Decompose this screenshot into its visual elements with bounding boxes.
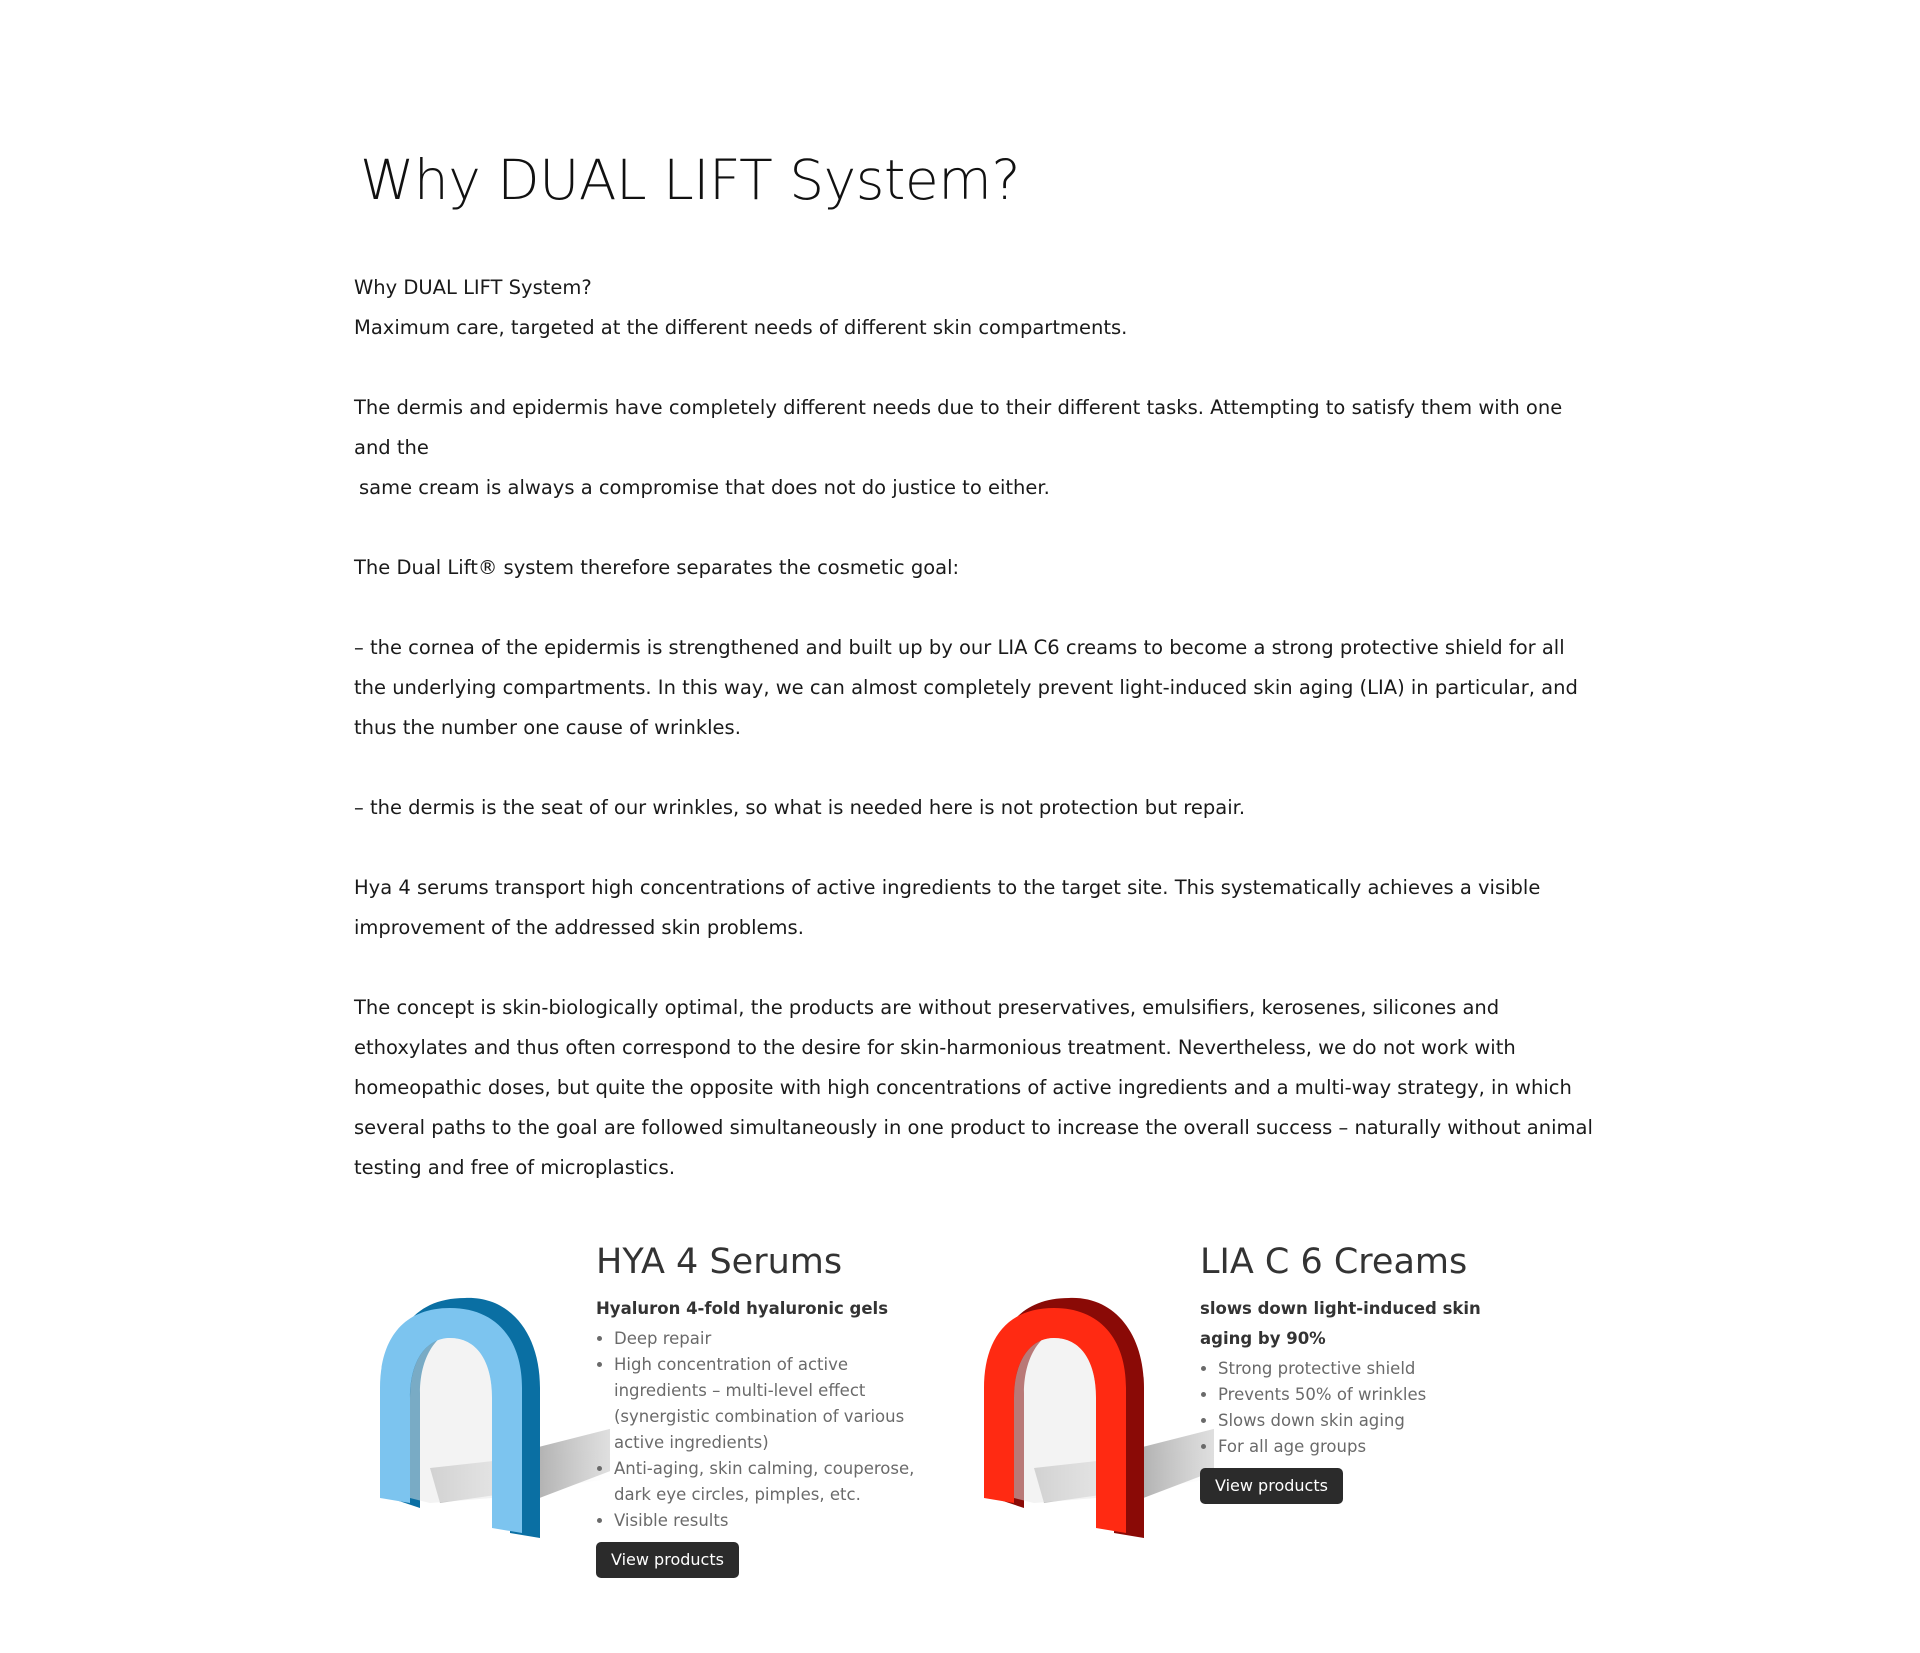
paragraph-dermis: – the dermis is the seat of our wrinkles, so what is needed here is not protection but repair. (354, 796, 1246, 819)
feature-list (1200, 1356, 1530, 1460)
product-title: HYA 4 Serums (596, 1242, 843, 1282)
product-cards (370, 1240, 1590, 1600)
paragraph-needs-line-2: same cream is always a compromise that does not do justice to either. (359, 476, 1050, 499)
paragraph-hya-serums: Hya 4 serums transport high concentrations of active ingredients to the target site. This systematically achieves a visible improvement of the addressed skin problems. (354, 876, 1541, 939)
feature-item: • Prevents 50% of wrinkles (1218, 1382, 1530, 1408)
feature-item: • Strong protective shield (1218, 1356, 1530, 1382)
feature-item: • High concentration of active ingredients – multi-level effect (synergistic combination of various active ingredients) (614, 1352, 926, 1456)
page-title: Why DUAL LIFT System? (360, 148, 1021, 212)
feature-item: • Slows down skin aging (1218, 1408, 1530, 1434)
product-subtitle: slows down light-induced skin aging by 90% (1200, 1298, 1481, 1348)
blue-arch-icon (370, 1258, 610, 1558)
feature-item: • Deep repair (614, 1326, 926, 1352)
intro-paragraph: Maximum care, targeted at the different needs of different skin compartments. (354, 316, 1128, 339)
product-info-liac6 (1200, 1240, 1530, 1504)
product-subtitle: Hyaluron 4-fold hyaluronic gels (596, 1298, 889, 1318)
feature-item: • For all age groups (1218, 1434, 1530, 1460)
product-card-hya4 (370, 1240, 950, 1600)
view-products-button[interactable]: View products (596, 1542, 739, 1578)
feature-list (596, 1326, 926, 1534)
view-products-button[interactable]: View products (1200, 1468, 1343, 1504)
paragraph-dual-lift: The Dual Lift® system therefore separates the cosmetic goal: (354, 556, 960, 579)
red-arch-icon (974, 1258, 1214, 1558)
paragraph-epidermis: – the cornea of the epidermis is strengthened and built up by our LIA C6 creams to become a strong protective shield for all the underlying compartments. In this way, we can almost completely prevent light-induced skin aging (LIA) in particular, and thus the number one cause of wrinkles. (354, 636, 1578, 739)
feature-item: • Visible results (614, 1508, 926, 1534)
section-heading: Why DUAL LIFT System? (354, 276, 592, 299)
article-body (354, 268, 1594, 1188)
product-info-hya4 (596, 1240, 926, 1578)
paragraph-needs-line-1: The dermis and epidermis have completely different needs due to their different tasks. Attempting to satisfy them with one and the (354, 396, 1563, 459)
feature-item: • Anti-aging, skin calming, couperose, dark eye circles, pimples, etc. (614, 1456, 926, 1508)
product-title: LIA C 6 Creams (1200, 1242, 1468, 1282)
paragraph-concept: The concept is skin-biologically optimal, the products are without preservatives, emulsifiers, kerosenes, silicones and ethoxylates and thus often correspond to the desire for skin-harmonious treatment. Nevertheless, we do not work with homeopathic doses, but quite the opposite with high concentrations of active ingredients and a multi-way strategy, in which several paths to the goal are followed simultaneously in one product to increase the overall success – naturally without animal testing and free of microplastics. (354, 996, 1593, 1179)
product-card-liac6 (974, 1240, 1574, 1600)
